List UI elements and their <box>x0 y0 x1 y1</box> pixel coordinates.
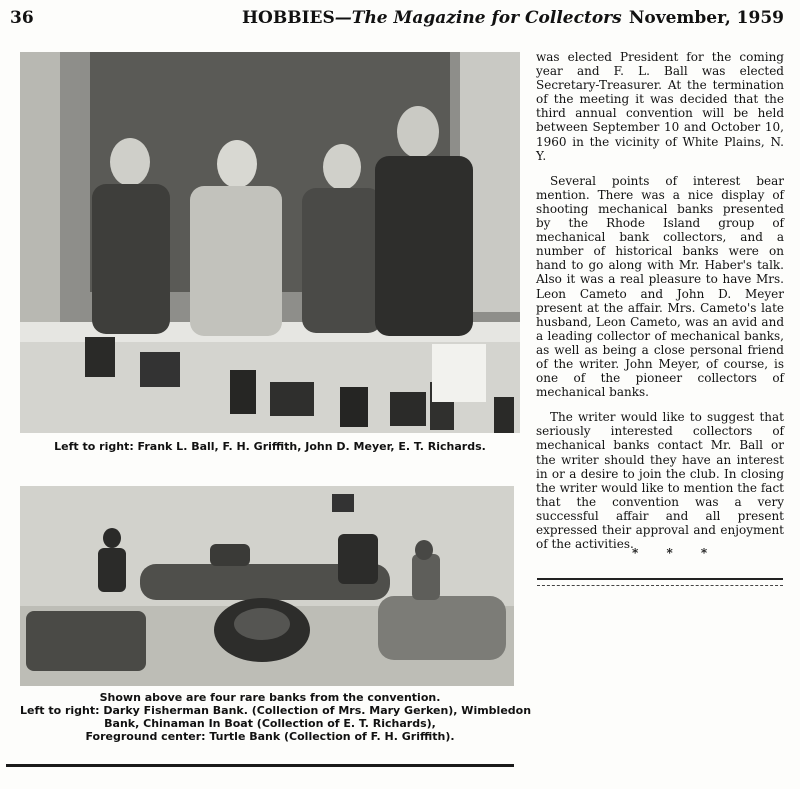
article-column <box>536 50 784 562</box>
page-number: 36 <box>10 8 34 28</box>
page-header <box>10 8 784 34</box>
group-photo-image <box>20 52 520 433</box>
article-end-mark: * * * <box>632 546 720 560</box>
caption-line: Foreground center: Turtle Bank (Collection of F. H. Griffith). <box>85 730 455 743</box>
article-paragraph: was elected President for the coming year and F. L. Ball was elected Secretary-Treasurer. At the termination of the meeting it was decided that the third annual convention will be held between September 10 and October 10, 1960 in the vicinity of White Plains, N. Y. <box>536 50 784 163</box>
page-bottom-rule <box>6 764 514 767</box>
banks-photo-image <box>20 486 514 686</box>
column-divider <box>537 578 783 586</box>
article-paragraph: The writer would like to suggest that seriously interested collectors of mechanical banks contact Mr. Ball or the writer should they have an interest in or a desire to join the club. In closing the writer would like to mention the fact that the convention was a very successful affair and all present expressed their approval and enjoyment of the activities. <box>536 410 784 552</box>
caption-line: Shown above are four rare banks from the convention. <box>99 691 441 704</box>
article-paragraph: Several points of interest bear mention. There was a nice display of shooting mechanical banks presented by the Rhode Island group of mechanical bank collectors, and a number of historical banks were on hand to go along with Mr. Haber's talk. Also it was a real pleasure to have Mrs. Leon Cameto and John D. Meyer present at the affair. Mrs. Cameto's late husband, Leon Cameto, was an avid and a leading collector of mechanical banks, as well as being a close personal friend of the writer. John Meyer, of course, is one of the pioneer collectors of mechanical banks. <box>536 173 784 400</box>
magazine-name: HOBBIES <box>242 8 335 28</box>
caption-line: Left to right: Darky Fisherman Bank. (Collection of Mrs. Mary Gerken), Wimbledon <box>20 704 532 717</box>
group-photo-caption: Left to right: Frank L. Ball, F. H. Griffith, John D. Meyer, E. T. Richards. <box>54 440 486 453</box>
banks-photo-caption <box>20 691 532 743</box>
magazine-masthead <box>242 8 622 28</box>
banks-photo <box>20 486 514 686</box>
magazine-subtitle: —The Magazine for Collectors <box>334 8 622 28</box>
caption-line: Bank, Chinaman In Boat (Collection of E. T. Richards), <box>104 717 436 730</box>
issue-date: November, 1959 <box>628 8 784 28</box>
group-photo <box>20 52 520 433</box>
